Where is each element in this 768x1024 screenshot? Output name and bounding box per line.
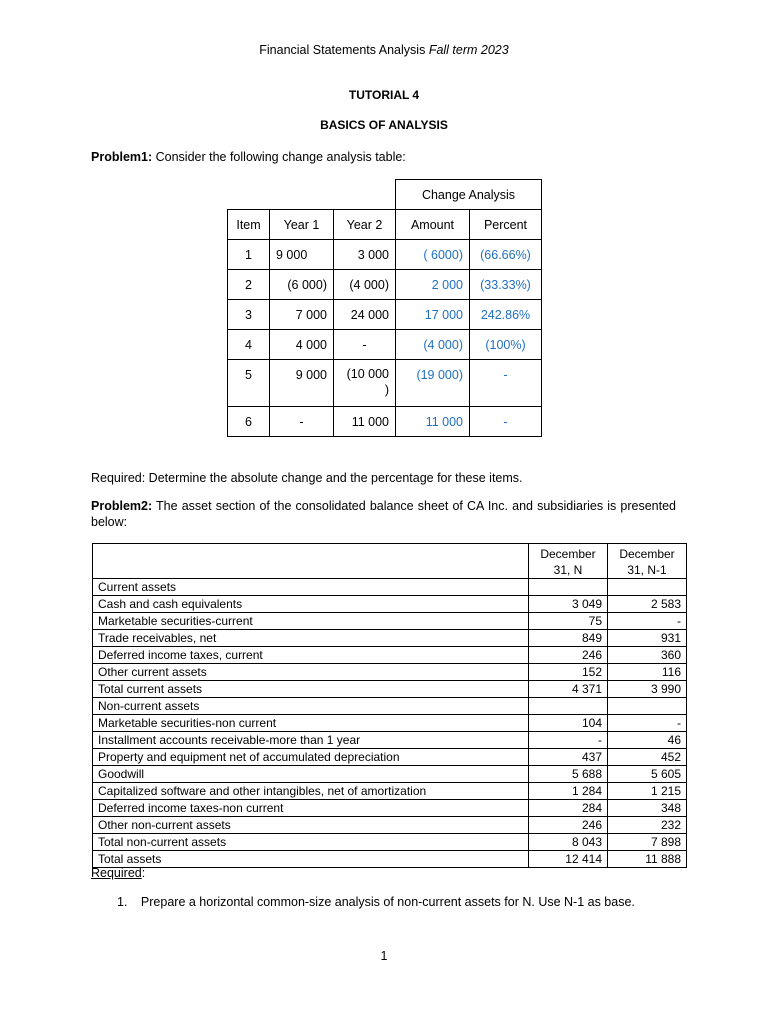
column-header-december-n: December 31, N [529, 544, 608, 579]
table-group-header-row [228, 180, 542, 210]
cell-december-n1: 7 898 [608, 834, 687, 851]
cell-december-n [529, 579, 608, 596]
table-row [228, 407, 542, 437]
cell-december-n1: - [608, 613, 687, 630]
cell-december-n: 1 284 [529, 783, 608, 800]
table-header-row [228, 210, 542, 240]
cell-amount: (19 000) [396, 360, 470, 407]
cell-item: 2 [228, 270, 270, 300]
table-row [228, 330, 542, 360]
table-row [93, 613, 687, 630]
row-label: Non-current assets [93, 698, 529, 715]
problem1-label: Problem1: [91, 150, 153, 164]
cell-year1: 4 000 [270, 330, 334, 360]
cell-december-n: 12 414 [529, 851, 608, 868]
required-label: Required [91, 866, 142, 880]
cell-percent: (66.66%) [470, 240, 542, 270]
cell-december-n: 246 [529, 817, 608, 834]
table-row [228, 300, 542, 330]
table-row [93, 579, 687, 596]
page-number: 1 [380, 949, 388, 963]
table-row [93, 783, 687, 800]
cell-year2: (10 000 ) [334, 360, 396, 407]
table-row [93, 766, 687, 783]
table-row [93, 817, 687, 834]
cell-december-n: 284 [529, 800, 608, 817]
row-label: Marketable securities-non current [93, 715, 529, 732]
table-row [93, 732, 687, 749]
term-label: Fall term 2023 [428, 43, 509, 57]
table-row [93, 851, 687, 868]
cell-december-n1: 3 990 [608, 681, 687, 698]
table-row [93, 664, 687, 681]
list-item-number: 1. [117, 895, 128, 909]
row-label: Cash and cash equivalents [93, 596, 529, 613]
column-header-item: Item [228, 210, 270, 240]
row-label: Installment accounts receivable-more than 1 year [93, 732, 529, 749]
course-name: Financial Statements Analysis [259, 43, 426, 57]
cell-december-n1: 1 215 [608, 783, 687, 800]
problem1-text: Consider the following change analysis table: [152, 150, 406, 164]
table-row [228, 270, 542, 300]
cell-item: 1 [228, 240, 270, 270]
problem2-required [91, 866, 145, 880]
balance-sheet-table [92, 543, 687, 868]
cell-item: 3 [228, 300, 270, 330]
cell-december-n [529, 698, 608, 715]
row-label: Goodwill [93, 766, 529, 783]
cell-percent: (33.33%) [470, 270, 542, 300]
column-header-december-n1: December 31, N-1 [608, 544, 687, 579]
cell-december-n1: 116 [608, 664, 687, 681]
cell-december-n1: 452 [608, 749, 687, 766]
row-label: Marketable securities-current [93, 613, 529, 630]
cell-december-n1 [608, 698, 687, 715]
cell-amount: 17 000 [396, 300, 470, 330]
problem2-text: The asset section of the consolidated balance sheet of CA Inc. and subsidiaries is presented below: [91, 499, 676, 529]
row-label: Current assets [93, 579, 529, 596]
table-row [93, 834, 687, 851]
problem2-intro [91, 498, 676, 530]
table-row [93, 681, 687, 698]
required-colon: : [141, 866, 146, 880]
cell-item: 5 [228, 360, 270, 407]
table-row [93, 715, 687, 732]
row-label: Other current assets [93, 664, 529, 681]
subtitle: BASICS OF ANALYSIS [320, 118, 448, 132]
row-label: Property and equipment net of accumulated depreciation [93, 749, 529, 766]
cell-december-n: 3 049 [529, 596, 608, 613]
cell-december-n: 5 688 [529, 766, 608, 783]
cell-item: 6 [228, 407, 270, 437]
tutorial-title: TUTORIAL 4 [348, 88, 420, 102]
cell-amount: (4 000) [396, 330, 470, 360]
cell-december-n: 437 [529, 749, 608, 766]
cell-december-n: 246 [529, 647, 608, 664]
cell-amount: 2 000 [396, 270, 470, 300]
cell-december-n1: - [608, 715, 687, 732]
table-row [228, 240, 542, 270]
cell-year2: (4 000) [334, 270, 396, 300]
cell-year2: 11 000 [334, 407, 396, 437]
column-header-percent: Percent [470, 210, 542, 240]
cell-december-n: 75 [529, 613, 608, 630]
cell-december-n: 152 [529, 664, 608, 681]
cell-year1: (6 000) [270, 270, 334, 300]
cell-year1: - [270, 407, 334, 437]
cell-december-n: 4 371 [529, 681, 608, 698]
problem2-label: Problem2: [91, 499, 153, 513]
cell-amount: ( 6000) [396, 240, 470, 270]
cell-december-n1: 5 605 [608, 766, 687, 783]
problem1-intro [91, 149, 676, 165]
column-header-year1: Year 1 [270, 210, 334, 240]
cell-year1: 9 000 [270, 360, 334, 407]
table-row [93, 698, 687, 715]
row-label: Total non-current assets [93, 834, 529, 851]
cell-percent: - [470, 360, 542, 407]
cell-percent: 242.86% [470, 300, 542, 330]
cell-year2: 24 000 [334, 300, 396, 330]
cell-percent: (100%) [470, 330, 542, 360]
row-label: Total current assets [93, 681, 529, 698]
problem1-required: Required: Determine the absolute change and the percentage for these items. [91, 471, 523, 485]
cell-year2: - [334, 330, 396, 360]
cell-december-n: 849 [529, 630, 608, 647]
cell-year1: 9 000 [270, 240, 334, 270]
cell-december-n1: 348 [608, 800, 687, 817]
table-row [93, 647, 687, 664]
group-header-change-analysis: Change Analysis [396, 180, 542, 210]
cell-december-n1: 360 [608, 647, 687, 664]
cell-december-n1: 11 888 [608, 851, 687, 868]
cell-december-n1: 232 [608, 817, 687, 834]
row-label: Other non-current assets [93, 817, 529, 834]
row-label: Capitalized software and other intangibles, net of amortization [93, 783, 529, 800]
cell-december-n1: 2 583 [608, 596, 687, 613]
table-row [93, 800, 687, 817]
column-header-amount: Amount [396, 210, 470, 240]
table-row [93, 630, 687, 647]
cell-december-n1: 46 [608, 732, 687, 749]
cell-december-n1 [608, 579, 687, 596]
cell-december-n: 8 043 [529, 834, 608, 851]
list-item [117, 895, 635, 909]
cell-percent: - [470, 407, 542, 437]
running-header [0, 43, 768, 57]
cell-december-n: - [529, 732, 608, 749]
cell-year1: 7 000 [270, 300, 334, 330]
list-item-text: Prepare a horizontal common-size analysis of non-current assets for N. Use N-1 as base. [140, 895, 635, 909]
table-header-row [93, 544, 687, 579]
column-header-year2: Year 2 [334, 210, 396, 240]
row-label: Total assets [93, 851, 529, 868]
cell-year2: 3 000 [334, 240, 396, 270]
cell-december-n1: 931 [608, 630, 687, 647]
cell-item: 4 [228, 330, 270, 360]
row-label: Trade receivables, net [93, 630, 529, 647]
table-row [228, 360, 542, 407]
cell-amount: 11 000 [396, 407, 470, 437]
row-label: Deferred income taxes, current [93, 647, 529, 664]
row-label: Deferred income taxes-non current [93, 800, 529, 817]
table-row [93, 596, 687, 613]
change-analysis-table [227, 179, 542, 437]
table-row [93, 749, 687, 766]
cell-december-n: 104 [529, 715, 608, 732]
